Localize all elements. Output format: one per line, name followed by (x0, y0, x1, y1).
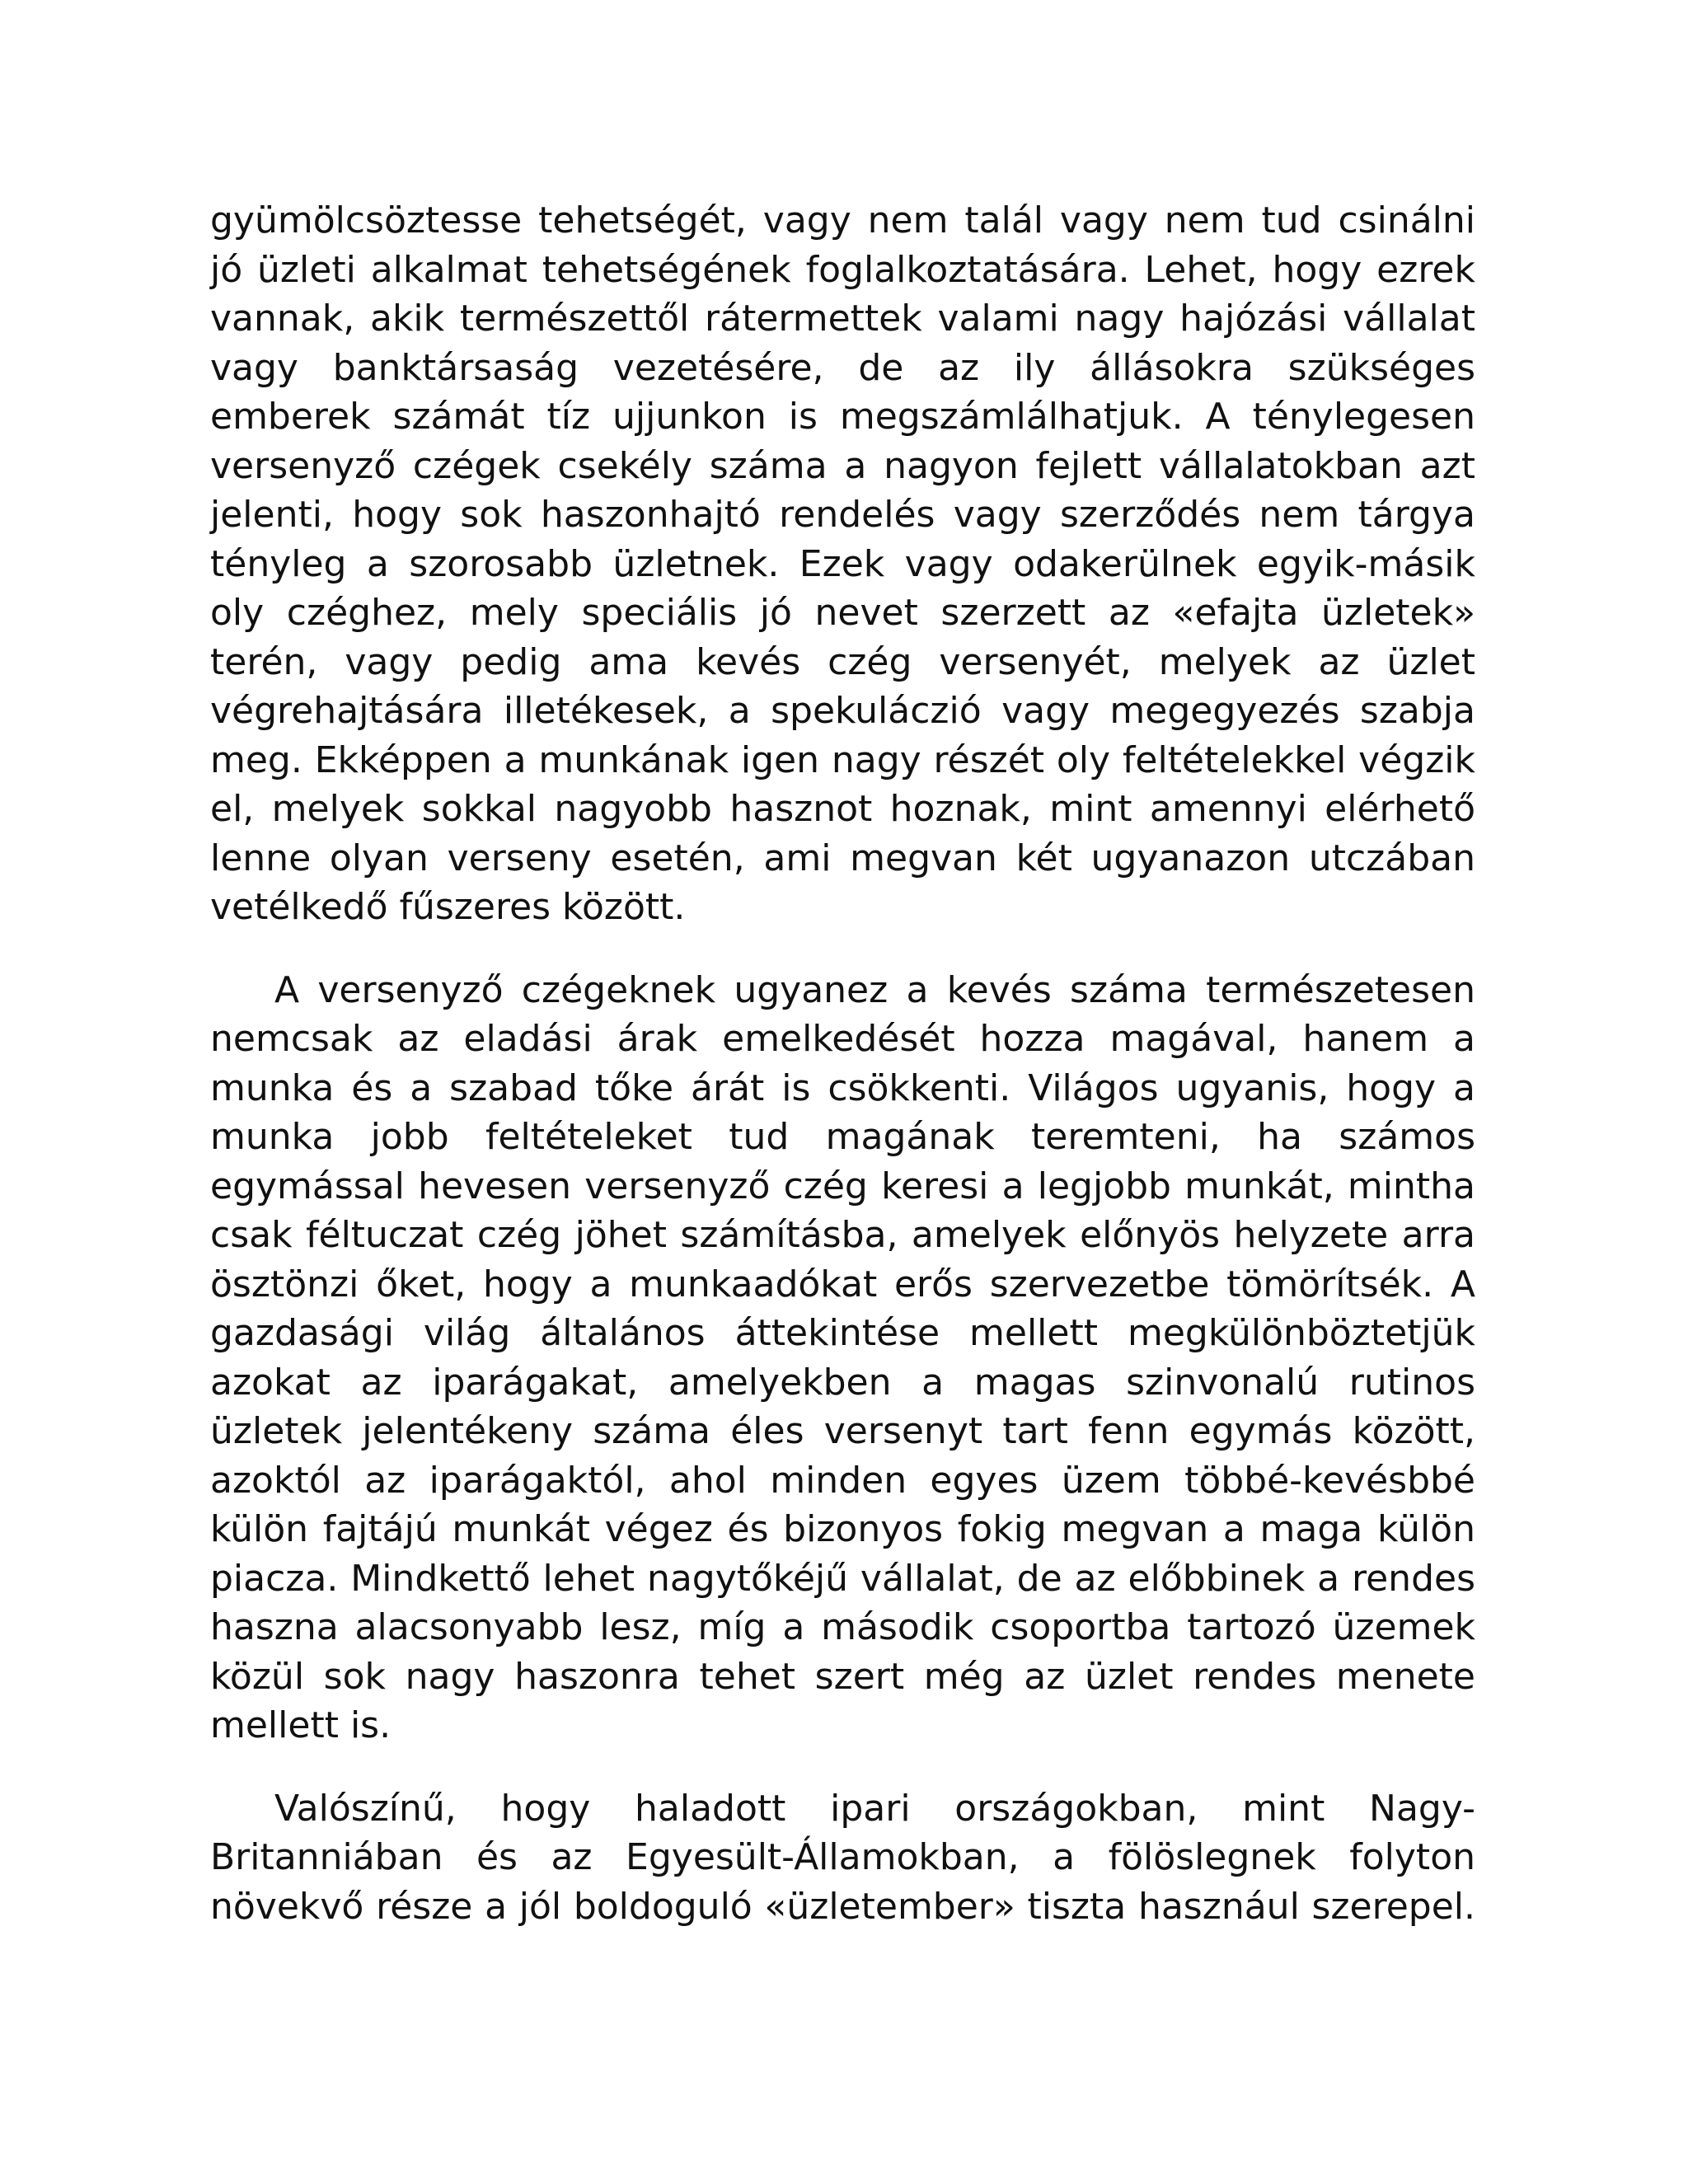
paragraph-1: gyümölcsöztesse tehetségét, vagy nem talál vagy nem tud csinálni jó üzleti alkalmat tehetségének foglalkoztatására. Lehet, hogy ezrek vannak, akik természettől rátermettek valami nagy hajózási vállalat vagy banktársaság vezetésére, de az ily állásokra szükséges emberek számát tíz ujjunkon is megszámlálhatjuk. A ténylegesen versenyző czégek csekély száma a nagyon fejlett vállalatokban azt jelenti, hogy sok haszonhajtó rendelés vagy szerződés nem tárgya tényleg a szorosabb üzletnek. Ezek vagy odakerülnek egyik-másik oly czéghez, mely speciális jó nevet szerzett az «efajta üzletek» terén, vagy pedig ama kevés czég versenyét, melyek az üzlet végrehajtására illetékesek, a spekuláczió vagy megegyezés szabja meg. Ekképpen a munkának igen nagy részét oly feltételekkel végzik el, melyek sokkal nagyobb hasznot hoznak, mint amennyi elérhető lenne olyan verseny esetén, ami megvan két ugyanazon utczában vetélkedő fűszeres között. (210, 199, 1475, 928)
paragraph-3: Valószínű, hogy haladott ipari országokban, mint Nagy-Britanniában és az Egyesült-Államokban, a fölöslegnek folyton növekvő része a jól boldoguló «üzletember» tiszta hasznául szerepel. (210, 1787, 1475, 1928)
paragraph-2: A versenyző czégeknek ugyanez a kevés száma természetesen nemcsak az eladási árak emelkedését hozza magával, hanem a munka és a szabad tőke árát is csökkenti. Világos ugyanis, hogy a munka jobb feltételeket tud magának teremteni, ha számos egymással hevesen versenyző czég keresi a legjobb munkát, mintha csak féltuczat czég jöhet számításba, amelyek előnyös helyzete arra ösztönzi őket, hogy a munkaadókat erős szervezetbe tömörítsék. A gazdasági világ általános áttekintése mellett megkülönböztetjük azokat az iparágakat, amelyekben a magas szinvonalú rutinos üzletek jelentékeny száma éles versenyt tart fenn egymás között, azoktól az iparágaktól, ahol minden egyes üzem többé-kevésbbé külön fajtájú munkát végez és bizonyos fokig megvan a maga külön piacza. Mindkettő lehet nagytőkéjű vállalat, de az előbbinek a rendes haszna alacsonyabb lesz, míg a második csoportba tartozó üzemek közül sok nagy haszonra tehet szert még az üzlet rendes menete mellett is. (210, 968, 1475, 1746)
body-text (210, 196, 1475, 1931)
